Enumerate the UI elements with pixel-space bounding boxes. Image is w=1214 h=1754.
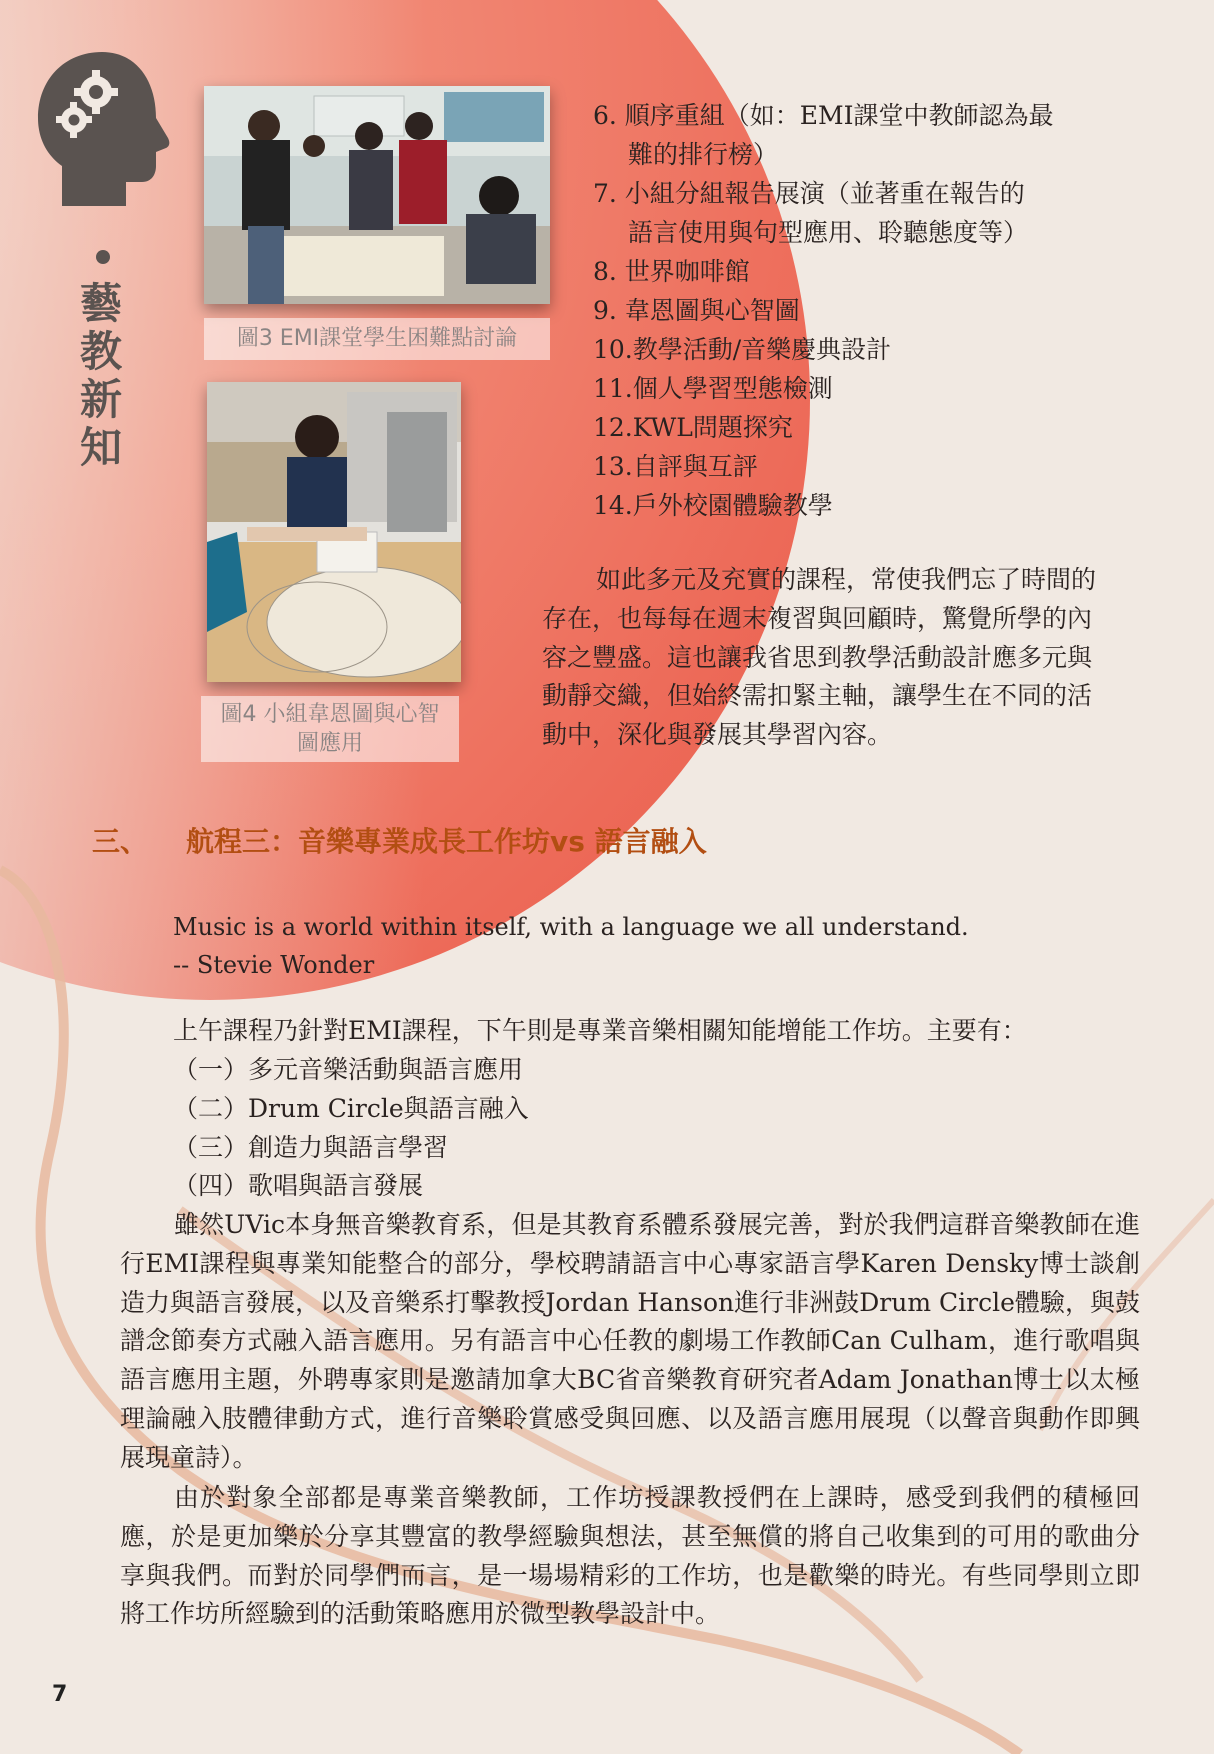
list-item: 9. 韋恩圖與心智圖: [593, 296, 800, 325]
body-paragraph: 雖然UVic本身無音樂教育系，但是其教育系體系發展完善，對於我們這群音樂教師在進行EMI課程與專業知能整合的部分，學校聘請語言中心專家語言學Karen Densky博士談創造力與語言發展，以及音樂系打擊教授Jordan Hanson進行非洲鼓Drum Circle體驗，與鼓譜念節奏方式融入語言應用。另有語言中心任教的劇場工作教師Can Culham，進行歌唱與語言應用主題，外聘專家則是邀請加拿大BC省音樂教育研究者Adam Jonathan博士以太極理論融入肢體律動方式，進行音樂聆賞感受與回應、以及語言應用展現（以聲音與動作即興展現童詩）。: [120, 1210, 1140, 1472]
sidebar-title: 藝教新知: [79, 279, 122, 472]
list-item: 11.個人學習型態檢測: [593, 374, 833, 403]
page-number: 7: [52, 1682, 68, 1707]
list-item: 14.戶外校園體驗教學: [593, 491, 833, 520]
figure-4-photo: [207, 382, 461, 682]
list-item: 難的排行榜）: [628, 140, 779, 169]
figure-3-photo: [204, 86, 550, 304]
list-item: 13.自評與互評: [593, 452, 758, 481]
list-item: 7. 小組分組報告展演（並著重在報告的: [593, 179, 1025, 208]
list-item: 語言使用與句型應用、聆聽態度等）: [628, 218, 1029, 247]
activity-list: [593, 96, 1054, 525]
quote-block: [173, 908, 969, 984]
workshop-item: （四）歌唱與語言發展: [173, 1171, 424, 1201]
quote-author: -- Stevie Wonder: [173, 951, 375, 979]
list-item: 10.教學活動/音樂慶典設計: [593, 335, 892, 364]
list-item: 8. 世界咖啡館: [593, 257, 750, 286]
reflection-paragraph: 如此多元及充實的課程，常使我們忘了時間的存在，也每每在週末複習與回顧時，驚覺所學的內容之豐盛。這也讓我省思到教學活動設計應多元與動靜交織，但始終需扣緊主軸，讓學生在不同的活動中，深化與發展其學習內容。: [542, 565, 1097, 750]
workshop-item: （一）多元音樂活動與語言應用: [173, 1055, 524, 1084]
quote-text: Music is a world within itself, with a language we all understand.: [173, 913, 969, 941]
workshop-list: [173, 1051, 529, 1206]
list-item: 12.KWL問題探究: [593, 413, 793, 442]
head-gears-icon: [34, 48, 170, 208]
sidebar-bullet: [96, 250, 110, 264]
section-number: 三、: [92, 825, 149, 858]
body-paragraph: 由於對象全部都是專業音樂教師，工作坊授課教授們在上課時，感受到我們的積極回應，於是更加樂於分享其豐富的教學經驗與想法，甚至無償的將自己收集到的可用的歌曲分享與我們。而對於同學們而言，是一場場精彩的工作坊，也是歡樂的時光。有些同學則立即將工作坊所經驗到的活動策略應用於微型教學設計中。: [120, 1483, 1140, 1629]
venn-diagram-activity-image: [207, 382, 461, 682]
figure-4-caption: [201, 696, 459, 762]
list-item: 6. 順序重組（如：EMI課堂中教師認為最: [593, 101, 1054, 130]
section-heading: [92, 820, 707, 860]
classroom-discussion-image: [204, 86, 550, 304]
workshop-item: （三）創造力與語言學習: [173, 1132, 449, 1162]
workshop-item: （二）Drum Circle與語言融入: [173, 1093, 529, 1123]
figure-3-caption: 圖3 EMI課堂學生困難點討論: [204, 318, 550, 360]
intro-paragraph: 上午課程乃針對EMI課程，下午則是專業音樂相關知能增能工作坊。主要有：: [173, 1016, 1027, 1045]
section-title: 航程三：音樂專業成長工作坊vs 語言融入: [186, 825, 707, 858]
figure-4-caption-text: 圖4 小組韋恩圖與心智圖應用: [220, 702, 440, 756]
